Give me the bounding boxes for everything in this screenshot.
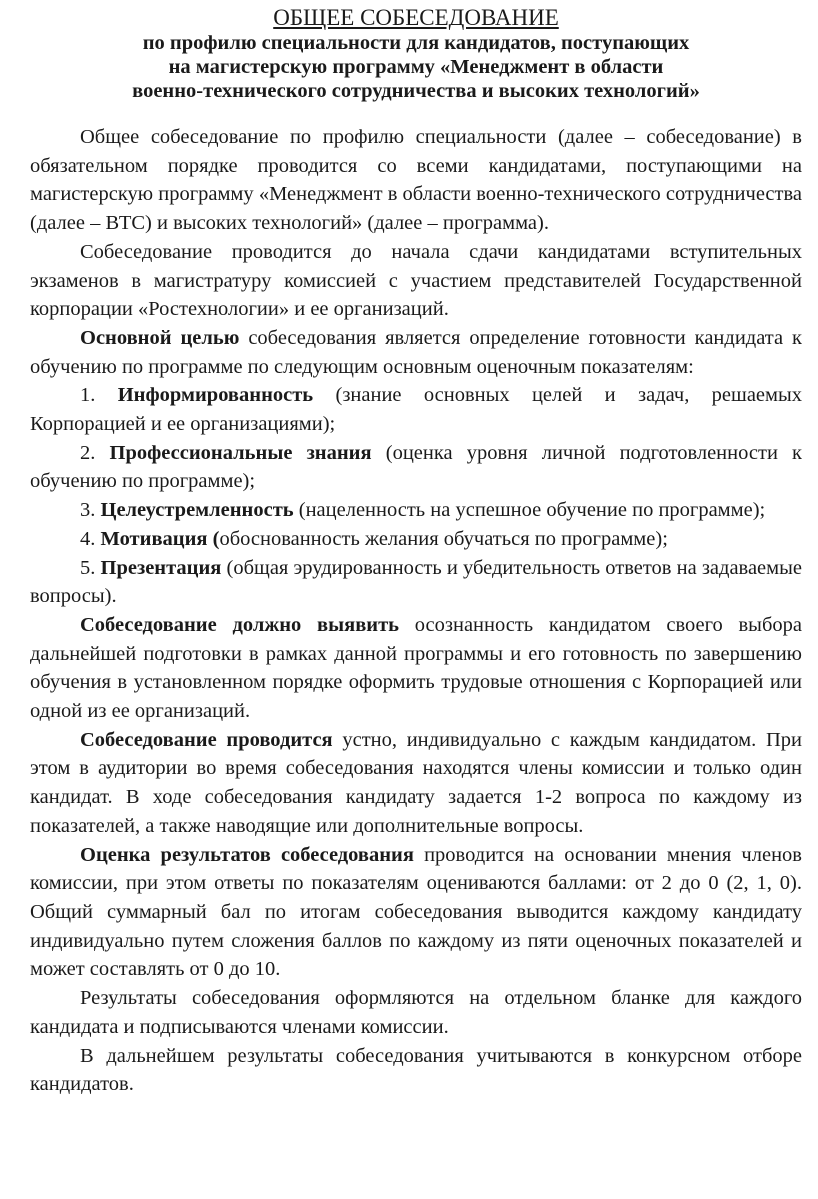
conduct-paragraph: [30, 726, 802, 841]
criterion-item: [30, 525, 802, 554]
goal-paragraph: [30, 324, 802, 381]
document-header: [30, 4, 802, 103]
intro-paragraph: Общее собеседование по профилю специальности (далее – собеседование) в обязательном порядке проводится со всеми кандидатами, поступающими на магистерскую программу «Менеджмент в области военно-технического сотрудничества (далее – ВТС) и высоких технологий» (далее – программа).: [30, 126, 802, 235]
results-paragraph: Результаты собеседования оформляются на отдельном бланке для каждого кандидата и подписываются членами комиссии.: [30, 987, 802, 1038]
criterion-name: Профессиональные знания: [109, 441, 372, 464]
criterion-number: 2.: [80, 441, 110, 464]
subtitle-line-3: военно-технического сотрудничества и высоких технологий»: [132, 80, 700, 102]
criterion-description: обоснованность желания обучаться по программе);: [219, 527, 668, 550]
criterion-item: [30, 439, 802, 496]
procedure-paragraph: Собеседование проводится до начала сдачи кандидатами вступительных экзаменов в магистратуру комиссией с участием представителей Государственной корпорации «Ростехнологии» и ее организаций.: [30, 240, 802, 321]
subtitle-line-2: на магистерскую программу «Менеджмент в области: [168, 56, 664, 78]
criterion-name: Информированность: [117, 384, 314, 407]
criterion-description: (нацеленность на успешное обучение по программе);: [293, 499, 766, 522]
criterion-number: 3.: [80, 499, 101, 522]
criterion-name: Презентация: [100, 556, 222, 579]
further-paragraph: В дальнейшем результаты собеседования учитываются в конкурсном отборе кандидатов.: [30, 1044, 802, 1096]
criterion-description: (общая эрудированность и убедительность ответов на задаваемые вопросы).: [30, 556, 803, 608]
conduct-bold: Собеседование проводится: [80, 728, 333, 751]
criterion-description: (оценка уровня личной подготовленности к обучению по программе);: [30, 441, 803, 493]
evaluation-text: проводится на основании мнения членов комиссии, при этом ответы по показателям оцениваются баллами: от 2 до 0 (2, 1, 0). Общий суммарный бал по итогам собеседования выводится каждому кандидату индивидуально путем сложения баллов по каждому из пяти оценочных показателей и может составлять от 0 до 10.: [30, 843, 802, 981]
conduct-text: устно, индивидуально с каждым кандидатом. При этом в аудитории во время собеседования находятся члены комиссии и только один кандидат. В ходе собеседования кандидату задается 1-2 вопроса по каждому из показателей, а также наводящие или дополнительные вопросы.: [30, 728, 802, 837]
evaluation-paragraph: [30, 841, 802, 985]
reveal-bold: Собеседование должно выявить: [80, 613, 399, 636]
criterion-name: Целеустремленность: [100, 499, 294, 522]
reveal-text: осознанность кандидатом своего выбора дальнейшей подготовки в рамках данной программы и его готовность по завершению обучения в установленном порядке оформить трудовые отношения с Корпорацией или одной из ее организаций.: [30, 613, 802, 723]
reveal-paragraph: [30, 611, 802, 726]
criterion-item: [30, 554, 802, 611]
criterion-number: 4.: [80, 527, 101, 550]
goal-bold: Основной целью: [80, 326, 240, 349]
criterion-number: 1.: [80, 384, 118, 407]
document-title: ОБЩЕЕ СОБЕСЕДОВАНИЕ: [273, 5, 559, 30]
criterion-number: 5.: [80, 556, 101, 579]
evaluation-bold: Оценка результатов собеседования: [80, 843, 414, 866]
subtitle-line-1: по профилю специальности для кандидатов, поступающих: [142, 32, 690, 54]
criterion-name: Мотивация (: [100, 527, 220, 550]
criterion-description: (знание основных целей и задач, решаемых Корпорацией и ее организациями);: [30, 384, 803, 436]
goal-text: собеседования является определение готовности кандидата к обучению по программе по следующим основным оценочным показателям:: [30, 326, 802, 378]
criterion-item: [30, 381, 802, 438]
criterion-item: [30, 496, 802, 525]
